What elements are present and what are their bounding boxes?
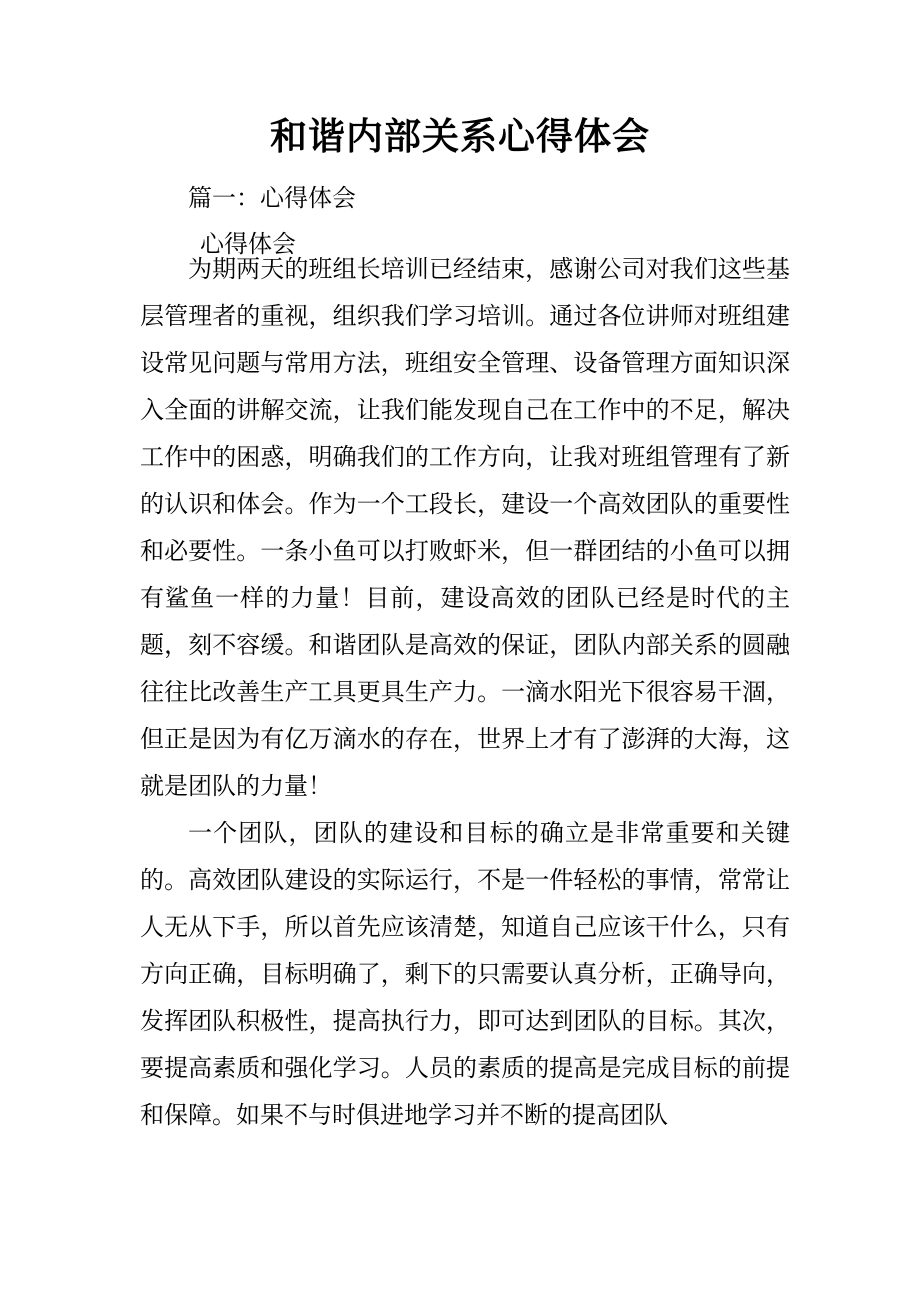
sub-heading: 心得体会 bbox=[200, 230, 296, 258]
section-heading: 篇一：心得体会 bbox=[188, 184, 356, 212]
document-body bbox=[140, 246, 790, 1139]
paragraph: 为期两天的班组长培训已经结束，感谢公司对我们这些基层管理者的重视，组织我们学习培训。通过各位讲师对班组建设常见问题与常用方法，班组安全管理、设备管理方面知识深入全面的讲解交流，让我们能发现自己在工作中的不足，解决工作中的困惑，明确我们的工作方向，让我对班组管理有了新的认识和体会。作为一个工段长，建设一个高效团队的重要性和必要性。一条小鱼可以打败虾米，但一群团结的小鱼可以拥有鲨鱼一样的力量！目前，建设高效的团队已经是时代的主题，刻不容缓。和谐团队是高效的保证，团队内部关系的圆融往往比改善生产工具更具生产力。一滴水阳光下很容易干涸，但正是因为有亿万滴水的存在，世界上才有了澎湃的大海，这就是团队的力量！ bbox=[140, 255, 790, 800]
document-title: 和谐内部关系心得体会 bbox=[270, 114, 650, 158]
paragraph: 一个团队，团队的建设和目标的确立是非常重要和关键的。高效团队建设的实际运行，不是一件轻松的事情，常常让人无从下手，所以首先应该清楚，知道自己应该干什么，只有方向正确，目标明确了，剩下的只需要认真分析，正确导向，发挥团队积极性，提高执行力，即可达到团队的目标。其次，要提高素质和强化学习。人员的素质的提高是完成目标的前提和保障。如果不与时俱进地学习并不断的提高团队 bbox=[140, 819, 790, 1129]
